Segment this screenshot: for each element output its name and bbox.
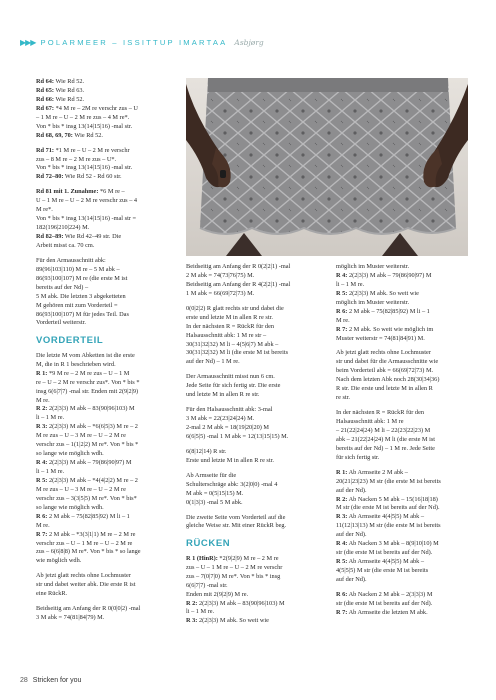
neck-bind-off-paragraph — [186, 406, 318, 442]
text-line: li – 1 M re. — [36, 468, 65, 476]
text-line: 6(8|12|14) R str. — [186, 447, 227, 455]
text-line: so lange wie möglich wdh. — [36, 450, 104, 458]
back-neckline-paragraph — [336, 409, 466, 463]
text-line: wie möglich wdh. — [36, 557, 82, 565]
text-line: M re. — [36, 521, 50, 529]
text-line: R 1: Ab Armseite 2 M abk – — [336, 468, 408, 476]
text-line: beim Vorderteil abk = 66(69|72|73) M. — [336, 367, 434, 375]
text-line: re str. — [336, 394, 350, 402]
triple-arrow-icon: ▶▶▶ — [20, 38, 36, 47]
text-line: abk – 21(22|24|24) M li (die erste M ist — [336, 435, 436, 443]
text-line: verschr zus – 3(3|5|5) M re*. Von * bis* — [36, 494, 137, 502]
text-line: 0(1|3|3) -mal 5 M abk. — [186, 498, 243, 506]
back-rows-paragraph — [186, 555, 318, 627]
text-line: Rd 82–89: Wie Rd 42–49 str. Die — [36, 233, 122, 240]
text-line: R 3: Ab Armseite 4(4|5|5) M abk – — [336, 513, 425, 521]
text-line: R 6: 2 M abk – 75(82|85|92) M li – 1 — [336, 307, 430, 315]
text-line: R 4: 2(2|3|3) M abk – 79(86|90|97) M — [36, 459, 132, 467]
text-line: Ab jetzt glatt rechts ohne Lochmuster — [336, 349, 431, 357]
text-line: auf der Nd) – 1 M re. — [186, 358, 240, 366]
text-line: Nach dem letzten Abk noch 28(30|34|36) — [336, 376, 440, 384]
column-left — [36, 78, 186, 629]
text-line: Enden mit 2(9|2|9) M re. — [186, 590, 249, 598]
neckline-paragraph — [186, 305, 318, 368]
rows-64-70 — [36, 78, 186, 141]
designer-signature: Asbjørg — [234, 38, 264, 47]
final-rows-paragraph — [336, 591, 466, 618]
stockinette-paragraph — [36, 572, 186, 599]
page-footer — [20, 677, 81, 684]
text-line: 6(6|5|5) -mal 1 M abk = 12(13|15|15) M. — [186, 432, 289, 440]
text-line: 86(93|100|107) M re (die erste M ist — [36, 274, 128, 282]
text-line: Für den Halsausschnitt abk: 3-mal — [186, 406, 273, 414]
text-line: Für den Armausschnitt abk: — [36, 256, 106, 264]
text-line: Beidseitig am Anfang der R 4(2|2|1) -mal — [186, 280, 291, 288]
text-line: M re. — [36, 396, 50, 404]
text-line: M re. — [336, 316, 350, 324]
text-line: 3 M abk = 22(23|24|24) M. — [186, 415, 255, 423]
text-line: Rd 68, 69, 70: Wie Rd 52. — [36, 131, 103, 139]
text-line: Erste und letzte M in allen R re str. — [186, 456, 274, 464]
text-line: Rd 67: *4 M re – 2M re verschr zus – U — [36, 104, 138, 112]
text-line: M abk = 0(5|15|15) M. — [186, 489, 244, 497]
text-line: eine RückR. — [36, 590, 68, 598]
publication-name: Stricken for you — [32, 677, 82, 684]
text-line: zus – 8 M re – 2 M re zus – U*. — [36, 155, 117, 163]
page-number: 28 — [20, 677, 28, 684]
text-line: auf der Nd). — [336, 575, 367, 583]
text-line: Jede Seite für sich fertig str. Die erste — [186, 382, 281, 390]
column-right — [336, 263, 466, 624]
text-line: R 7: 2 M abk – *3(3|1|1) M re – 2 M re — [36, 530, 136, 538]
text-line: Rd 66: Wie Rd 52. — [36, 95, 85, 103]
text-line: – 1 M re – U – 2 M re zus – 4 M re*. — [36, 113, 130, 121]
text-line: M re zus – U – 3 M re – U – 2 M re — [36, 432, 126, 440]
text-line: verschr zus – 1(1|2|2) M re*. Von * bis * — [36, 441, 139, 449]
text-line: Rd 65: Wie Rd 63. — [36, 86, 85, 94]
text-line: R 1 (HinR): *2(9|2|9) M re – 2 M re — [186, 554, 279, 562]
text-line: verschr zus – U – 1 M re – U – 2 M re — [36, 539, 133, 547]
text-line: Beidseitig am Anfang der R 0(2|2|1) -mal — [186, 263, 291, 270]
text-line: M re*. — [36, 206, 53, 214]
text-line: R 2: 2(2|3|3) M abk – 83(90|96|103) M — [186, 599, 285, 607]
text-line: Halsausschnitt abk: 1 M re — [336, 418, 404, 425]
text-line: 4(5|5|5) M str (die erste M ist bereits — [336, 567, 429, 574]
second-side-paragraph — [186, 514, 318, 532]
text-line: U – 1 M re – U – 2 M re verschr zus – 4 — [36, 197, 138, 205]
text-line: M, die in R 1 beschrieben wird. — [36, 360, 116, 368]
text-line: Rd 71: *1 M re – U – 2 M re verschr — [36, 146, 130, 154]
text-line: Rd 81 mit 1. Zunahme: *6 M re – — [36, 188, 125, 196]
text-line: Ab jetzt glatt rechts ohne Lochmuster — [36, 572, 131, 580]
armhole-paragraph — [36, 257, 186, 329]
section-title-ruecken: RÜCKEN — [186, 538, 231, 550]
back-rows-continued — [336, 263, 466, 343]
text-line: R 6: 2 M abk – 75(82|85|92) M li – 1 — [36, 512, 130, 520]
text-line: R 1: *9 M re – 2 M re zus – U – 1 M — [36, 369, 130, 377]
text-line: li – 1 M re. — [186, 608, 215, 616]
front-rows-paragraph — [36, 352, 186, 567]
skirt-photo — [186, 78, 468, 256]
text-line: R 3: 2(2|3|3) M abk – *6(6|5|3) M re – 2 — [36, 423, 138, 431]
text-line: R 4: Ab Nacken 3 M abk – 8(9|10|10) M — [336, 540, 439, 548]
text-line: für sich fertig str. — [336, 453, 380, 461]
text-line: In der nächsten R = RückR für den — [186, 322, 275, 330]
text-line: Halsausschnitt abk: 1 M re str – — [186, 331, 267, 339]
text-line: M gehören mit zum Vorderteil = — [36, 301, 118, 309]
text-line: 182(196|210|224) M. — [36, 224, 90, 232]
text-line: insg 6(6|7|7) -mal str. Enden mit 2(9|2|9) — [36, 387, 139, 395]
text-line: R 2: Ab Nacken 5 M abk – 15(16|18|18) — [336, 495, 438, 503]
text-line: 11(12|13|13) M str (die erste M ist bereits — [336, 522, 441, 530]
text-line: 20(21|23|23) M str (die erste M ist bereits — [336, 477, 441, 485]
text-line: R 2: 2(2|3|3) M abk – 83(90|96|103) M — [36, 405, 135, 413]
text-line: zus – U – 1 M re – U – 2 M re verschr — [186, 563, 283, 571]
text-line: erste und letzte M in allen R re str. — [186, 313, 273, 321]
text-line: Rd 64: Wie Rd 52. — [36, 78, 85, 85]
text-line: und letzte M in allen R re str. — [186, 391, 260, 399]
text-line: Von * bis * insg 13(14|15|16) -mal str. — [36, 122, 133, 130]
text-line: R 7: Ab Armseite die letzten M abk. — [336, 608, 428, 616]
text-line: Ab Armseite für die — [186, 471, 237, 479]
text-line: re – U – 2 M re verschr zus*. Von * bis * — [36, 378, 140, 386]
page-header — [20, 38, 264, 47]
back-stockinette-paragraph — [336, 349, 466, 403]
text-line: Beidseitig am Anfang der R 0(0|0|2) -mal — [36, 605, 141, 613]
text-line: li – 1 M re. — [36, 414, 65, 422]
text-line: In der nächsten R = RückR für den — [336, 409, 425, 417]
shoulder-rows-paragraph — [336, 469, 466, 585]
text-line: 86(93|100|107) M für jedes Teil. Das — [36, 310, 129, 318]
bind-off-paragraph — [36, 605, 186, 623]
text-line: str und dabei weiter abk. Die erste R ist — [36, 581, 136, 589]
section-title-vorderteil: VORDERTEIL — [36, 335, 104, 347]
text-line: 1 M abk = 66(69|72|73) M. — [186, 289, 255, 297]
text-line: so lange wie möglich wdh. — [36, 503, 104, 511]
rows-paragraph — [186, 448, 318, 466]
text-line: 5 M abk. Die letzten 3 abgeketteten — [36, 292, 126, 300]
text-line: str (die erste M ist bereits auf der Nd). — [336, 549, 433, 557]
text-line: bereits auf der Nd) – 1 M re. Jede Seite — [336, 444, 435, 452]
text-line: R 7: 2 M abk. So weit wie möglich im — [336, 325, 434, 333]
text-line: R 5: 2(2|3|3) M abk. So weit wie — [336, 289, 419, 297]
text-line: möglich im Muster weiterstr. — [336, 263, 410, 270]
text-line: zus – 6(6|8|8) M re*. Von * bis * so lange — [36, 548, 141, 556]
text-line: zus – 7(0|7|0) M re*. Von * bis * insg — [186, 572, 281, 580]
knitted-skirt-image — [186, 78, 468, 256]
text-line: R 4: 2(2|3|3) M abk – 79(86|90|97) M — [336, 271, 432, 279]
shoulder-paragraph — [186, 472, 318, 508]
text-line: 2-mal 2 M abk = 18(19|20|20) M — [186, 424, 270, 431]
text-line: Die zweite Seite vom Vorderteil auf die — [186, 513, 286, 521]
text-line: Arbeit misst ca. 70 cm. — [36, 241, 95, 249]
rows-71-80 — [36, 147, 186, 183]
armhole-measure-paragraph — [186, 373, 318, 400]
text-line: 2 M abk = 74(73|76|75) M. — [186, 271, 255, 279]
text-line: 89(96|103|110) M re – 5 M abk – — [36, 265, 120, 273]
text-line: str und dabei für die Armausschnitte wie — [336, 358, 439, 366]
text-line: R 6: Ab Nacken 2 M abk – 2(3|3|3) M — [336, 590, 433, 598]
text-line: – 21(22|24|24) M li – 22(23|22|23) M — [336, 426, 431, 434]
text-line: R 5: 2(2|3|3) M abk – *4(4|2|2) M re – 2 — [36, 476, 138, 484]
text-line: 30(31|32|32) M li (die erste M ist bereits — [186, 349, 289, 357]
series-title: POLARMEER – ISSITTUP IMARTAA — [40, 38, 228, 47]
text-line: li – 1 M re. — [336, 280, 365, 288]
text-line: Von * bis * insg 13(14|15|16) -mal str = — [36, 215, 137, 223]
text-line: bereits auf der Nd) – — [36, 283, 89, 291]
text-line: Der Armausschnitt misst nun 6 cm. — [186, 373, 275, 381]
text-line: 6(6|7|7) -mal str. — [186, 581, 228, 589]
text-line: R 5: Ab Armseite 4(4|5|5) M abk – — [336, 558, 425, 566]
text-line: M str (die erste M ist bereits auf der Nd). — [336, 504, 440, 512]
text-line: möglich im Muster weiterstr. — [336, 298, 410, 306]
text-line: Vorderteil weiterstr. — [36, 319, 86, 327]
text-line: Rd 72–80: Wie Rd 52 - Rd 60 str. — [36, 173, 122, 181]
rows-81-89 — [36, 188, 186, 251]
bind-off-continued — [186, 263, 318, 299]
text-line: str (die erste M ist bereits auf der Nd). — [336, 599, 433, 607]
text-line: M re zus – U – 3 M re – U – 2 M re — [36, 485, 126, 493]
text-line: Von * bis * insg 13(14|15|16) -mal str. — [36, 164, 133, 172]
text-line: Schulterschräge abk: 3(2|0|0) -mal 4 — [186, 480, 278, 488]
text-line: R 3: 2(2|3|3) M abk. So weit wie — [186, 617, 269, 625]
text-line: 3 M abk = 74(81|84|79) M. — [36, 614, 105, 622]
text-line: 0(0|2|2) R glatt rechts str und dabei die — [186, 304, 284, 312]
text-line: 30(31|32|32) M li – 4(5|6|7) M abk – — [186, 340, 279, 348]
text-line: gleiche Weise str. Mit einer RückR beg. — [186, 522, 287, 530]
text-line: R str. Die erste und letzte M in allen R — [336, 385, 433, 393]
text-line: Die letzte M vom Abketten ist die erste — [36, 351, 135, 359]
text-line: auf der Nd). — [336, 486, 367, 494]
text-line: Muster weiterstr = 74(81|84|91) M. — [336, 334, 425, 342]
column-middle — [186, 263, 318, 632]
text-line: auf der Nd). — [336, 531, 367, 539]
